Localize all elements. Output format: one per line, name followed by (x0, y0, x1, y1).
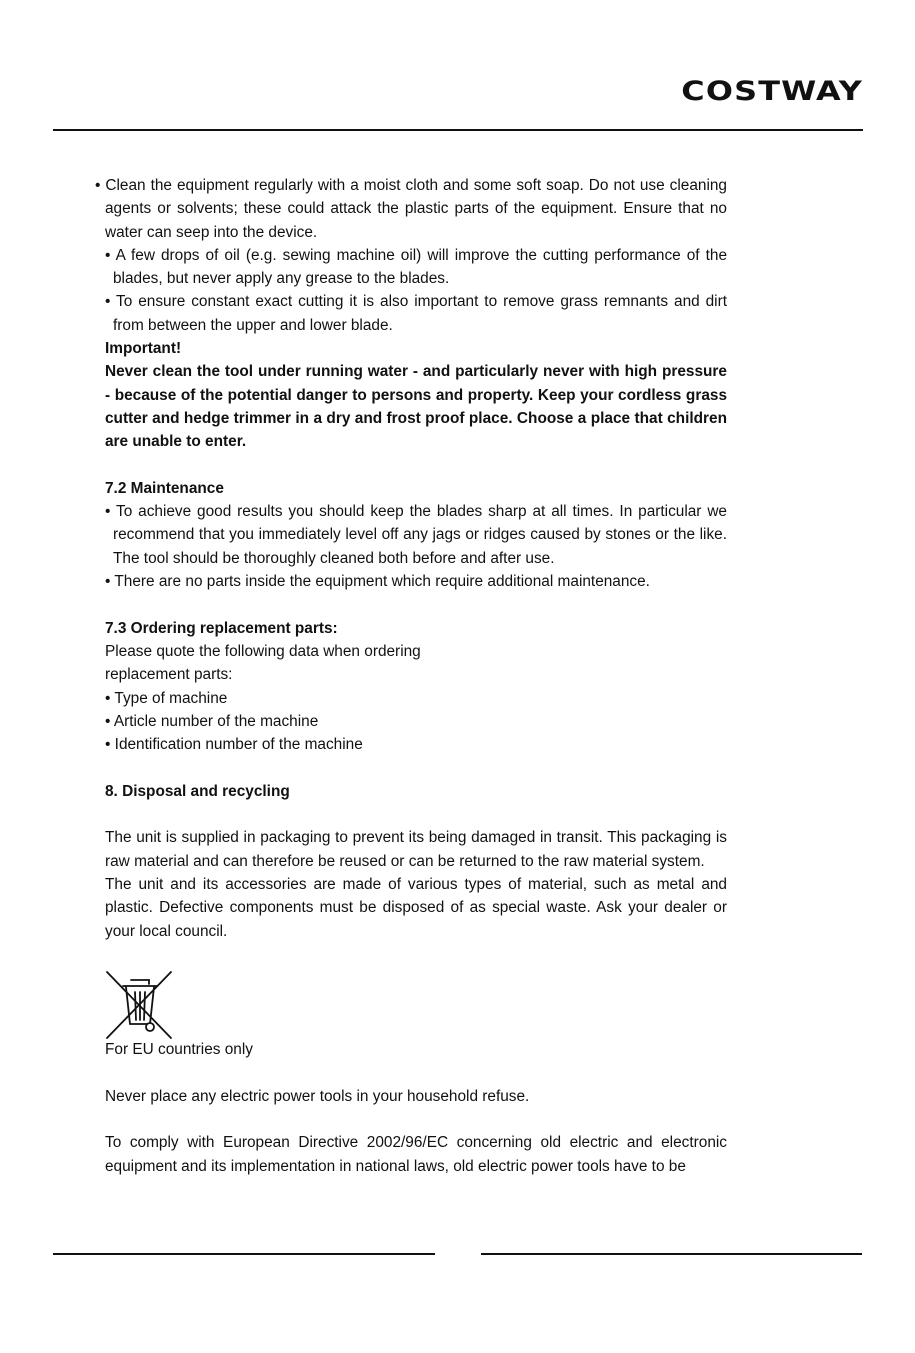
ordering-item-1: • Type of machine (105, 689, 228, 707)
brand-logo: COSTWAY (681, 76, 863, 107)
cleaning-bullet-3: • To ensure constant exact cutting it is also important to remove grass remnants and dirt from between the upper and lower blade. (105, 293, 727, 334)
important-text: Never clean the tool under running water - and particularly never with high pressure - because of the potential danger to persons and property. Keep your cordless grass cutter and hedge trimmer in a dry and frost proof place. Choose a place that children are unable to enter. (105, 363, 727, 451)
maintenance-bullet-2: • There are no parts inside the equipment which require additional maintenance. (105, 573, 650, 591)
crossed-out-wheelie-bin-icon (105, 970, 173, 1040)
important-label: Important! (105, 340, 182, 358)
disposal-para-3: Never place any electric power tools in your household refuse. (105, 1087, 530, 1105)
disposal-para-1: The unit is supplied in packaging to prevent its being damaged in transit. This packaging is raw material and can therefore be reused or can be returned to the raw material system. (105, 829, 727, 870)
ordering-item-2: • Article number of the machine (105, 712, 319, 730)
maintenance-heading: 7.2 Maintenance (105, 479, 224, 497)
ordering-intro-line-2: replacement parts: (105, 666, 233, 684)
ordering-item-3: • Identification number of the machine (105, 736, 363, 754)
disposal-para-4: To comply with European Directive 2002/96/EC concerning old electric and electronic equipment and its implementation in national laws, old electric power tools have to be (105, 1134, 727, 1175)
cleaning-bullet-1: • Clean the equipment regularly with a moist cloth and some soft soap. Do not use cleaning agents or solvents; these could attack the plastic parts of the equipment. Ensure that no water can seep into the device. (95, 177, 727, 241)
eu-note: For EU countries only (105, 1041, 253, 1059)
footer-divider-left (53, 1253, 435, 1255)
disposal-para-2: The unit and its accessories are made of various types of material, such as metal and plastic. Defective components must be disposed of as special waste. Ask your dealer or your local council. (105, 875, 727, 940)
cleaning-bullet-2: • A few drops of oil (e.g. sewing machine oil) will improve the cutting performance of the blades, but never apply any grease to the blades. (105, 246, 727, 288)
maintenance-bullet-1: • To achieve good results you should keep the blades sharp at all times. In particular we recommend that you immediately level off any jags or ridges caused by stones or the like. The tool should be thoroughly cleaned both before and after use. (105, 503, 727, 567)
disposal-heading: 8. Disposal and recycling (105, 782, 290, 800)
ordering-intro-line-1: Please quote the following data when ordering (105, 642, 421, 660)
page-content (95, 174, 727, 1178)
ordering-heading: 7.3 Ordering replacement parts: (105, 619, 338, 637)
footer-divider-right (481, 1253, 862, 1255)
header-divider (53, 129, 863, 131)
